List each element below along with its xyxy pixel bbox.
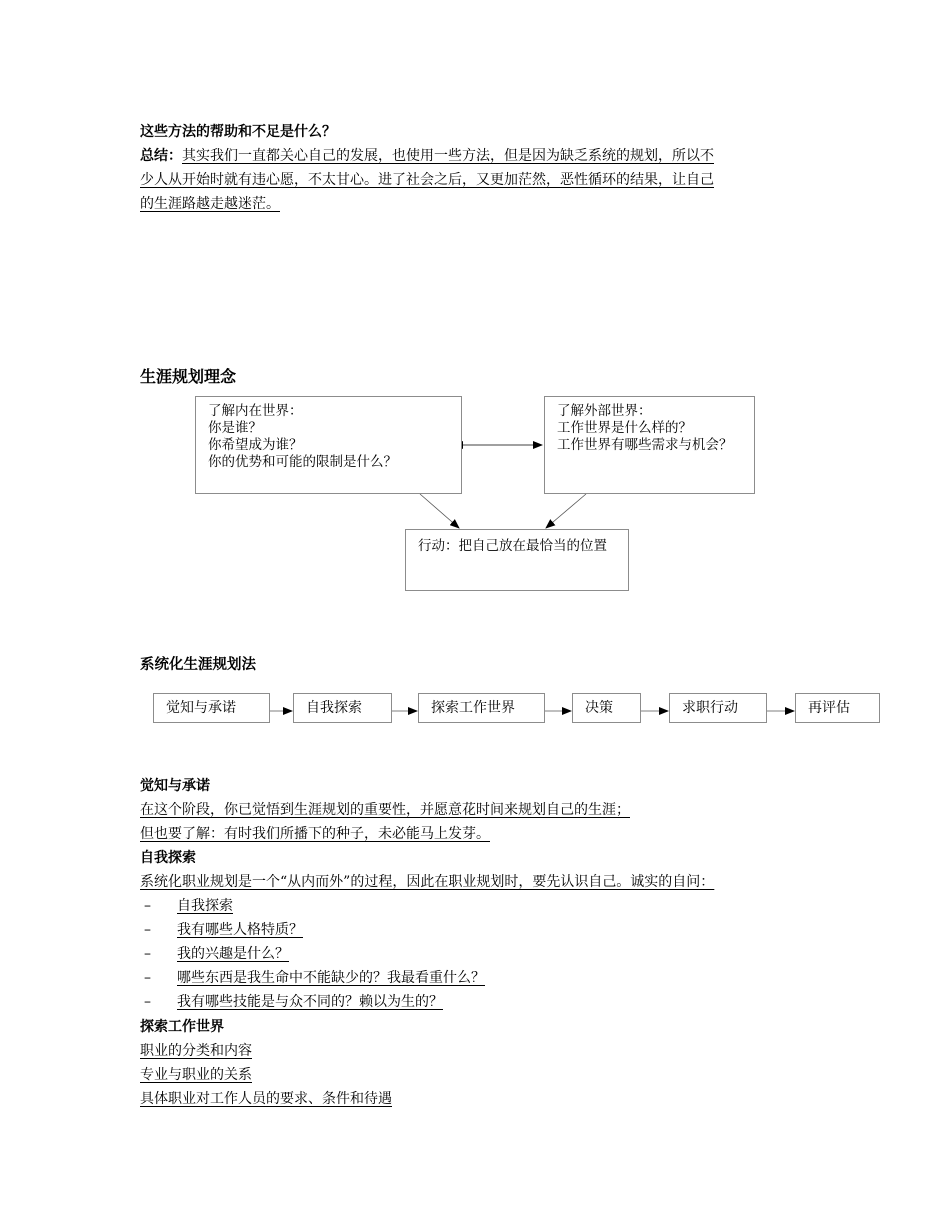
action-box-text: 行动：把自己放在最恰当的位置 [418,538,607,554]
outer-to-action-arrow [546,494,586,528]
bullet-dash: – [144,994,151,1010]
summary-label: 总结： [140,148,182,164]
summary-line-2: 少人从开始时就有违心愿，不太甘心。进了社会之后，又更加茫然，恶性循环的结果，让自己 [140,172,714,188]
flow-step-awareness: 觉知与承诺 [153,693,270,723]
self-heading: 自我探索 [140,850,196,866]
inner-box-line: 你是谁？ [208,420,262,436]
awareness-line-1: 在这个阶段，你已觉悟到生涯规划的重要性，并愿意花时间来规划自己的生涯； [140,802,630,818]
list-item-text: 我有哪些技能是与众不同的？赖以为生的？ [177,994,443,1010]
question-heading: 这些方法的帮助和不足是什么？ [140,124,336,140]
list-item-text: 哪些东西是我生命中不能缺少的？我最看重什么？ [177,970,485,986]
inner-box-line: 了解内在世界： [208,403,303,419]
flow-step-reevaluate: 再评估 [795,693,880,723]
list-item-text: 自我探索 [177,898,233,914]
summary-line-3: 的生涯路越走越迷茫。 [140,196,280,212]
inner-to-action-arrow [420,494,459,528]
list-item-text: 我的兴趣是什么？ [177,946,289,962]
concept-title: 生涯规划理念 [140,367,237,386]
list-item [144,942,289,966]
inner-box-line: 你的优势和可能的限制是什么？ [208,454,397,470]
work-heading: 探索工作世界 [140,1019,224,1035]
work-line-2: 专业与职业的关系 [140,1067,252,1083]
list-item [144,966,485,990]
self-intro: 系统化职业规划是一个“从内而外”的过程，因此在职业规划时，要先认识自己。诚实的自问： [140,874,715,890]
work-line-1: 职业的分类和内容 [140,1043,252,1059]
inner-world-box [195,396,462,494]
bullet-dash: – [144,922,151,938]
outer-box-line: 工作世界有哪些需求与机会？ [557,437,733,453]
summary-text-1: 其实我们一直都关心自己的发展，也使用一些方法，但是因为缺乏系统的规划，所以不 [182,148,714,164]
flow-step-self: 自我探索 [293,693,392,723]
list-item [144,990,443,1014]
flow-step-job-action: 求职行动 [669,693,767,723]
method-title: 系统化生涯规划法 [140,657,256,673]
awareness-line-2: 但也要了解：有时我们所播下的种子，未必能马上发芽。 [140,826,490,842]
outer-box-line: 工作世界是什么样的？ [557,420,692,436]
list-item [144,918,303,942]
work-line-3: 具体职业对工作人员的要求、条件和待遇 [140,1091,392,1107]
list-item-text: 我有哪些人格特质？ [177,922,303,938]
bullet-dash: – [144,898,151,914]
inner-box-line: 你希望成为谁？ [208,437,303,453]
awareness-heading: 觉知与承诺 [140,778,210,794]
action-box [405,529,629,591]
outer-box-line: 了解外部世界： [557,403,652,419]
flow-step-work: 探索工作世界 [418,693,545,723]
bullet-dash: – [144,970,151,986]
bullet-dash: – [144,946,151,962]
flow-step-decision: 决策 [572,693,641,723]
outer-world-box [544,396,755,494]
list-item [144,894,233,918]
